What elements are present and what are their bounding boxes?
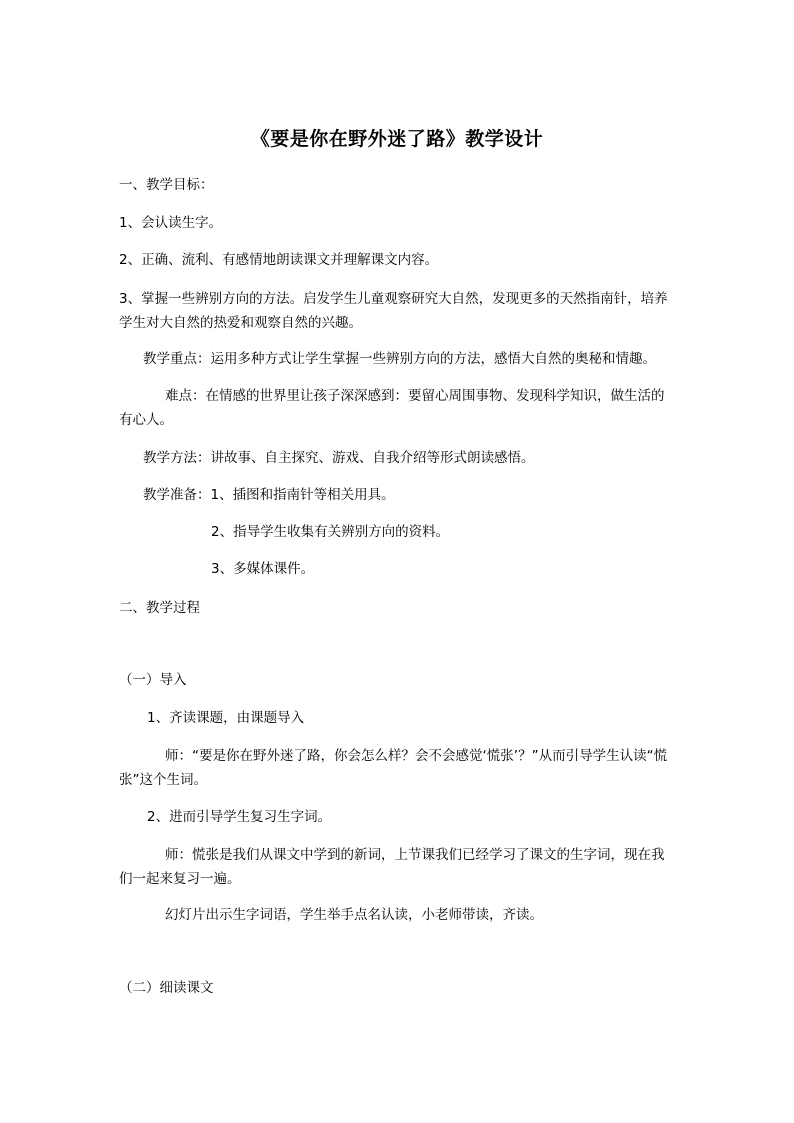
teaching-prep-2: 2、指导学生收集有关辨别方向的资料。: [211, 524, 450, 540]
slide-note: 幻灯片出示生字词语，学生举手点名认读，小老师带读，齐读。: [165, 907, 543, 923]
key-point-paragraph: 教学重点：运用多种方式让学生掌握一些辨别方向的方法，感悟大自然的奥秘和情趣。: [143, 351, 656, 367]
goal-item-1: 1、会认读生字。: [119, 215, 223, 231]
teaching-prep-1: 教学准备：1、插图和指南针等相关用具。: [143, 487, 395, 503]
section-heading-goals: 一、教学目标：: [119, 177, 214, 193]
teacher-paragraph-1: 师：“要是你在野外迷了路，你会怎么样？会不会感觉‘慌张’？”从而引导学生认读“慌张”这个生词。: [119, 748, 668, 788]
part-heading-intro: （一）导入: [119, 672, 187, 688]
goal-item-2: 2、正确、流利、有感情地朗读课文并理解课文内容。: [119, 252, 439, 268]
teaching-method: 教学方法：讲故事、自主探究、游戏、自我介绍等形式朗读感悟。: [143, 450, 535, 466]
teacher-paragraph-2: 师：慌张是我们从课文中学到的新词，上节课我们已经学习了课文的生字词，现在我们一起来复习一遍。: [119, 847, 665, 887]
intro-step-1: 1、齐读课题，由课题导入: [147, 710, 305, 726]
goal-item-3: 3、掌握一些辨别方向的方法。启发学生儿童观察研究大自然，发现更多的天然指南针，培养学生对大自然的热爱和观察自然的兴趣。: [119, 291, 668, 331]
teaching-prep-3: 3、多媒体课件。: [211, 561, 315, 577]
difficulty-paragraph: 难点：在情感的世界里让孩子深深感到：要留心周围事物、发现科学知识，做生活的有心人。: [119, 388, 665, 428]
intro-step-2: 2、进而引导学生复习生字词。: [147, 809, 332, 825]
part-heading-reading: （二）细读课文: [119, 980, 214, 996]
document-title: 《要是你在野外迷了路》教学设计: [250, 128, 544, 150]
section-heading-process: 二、教学过程: [119, 600, 200, 616]
